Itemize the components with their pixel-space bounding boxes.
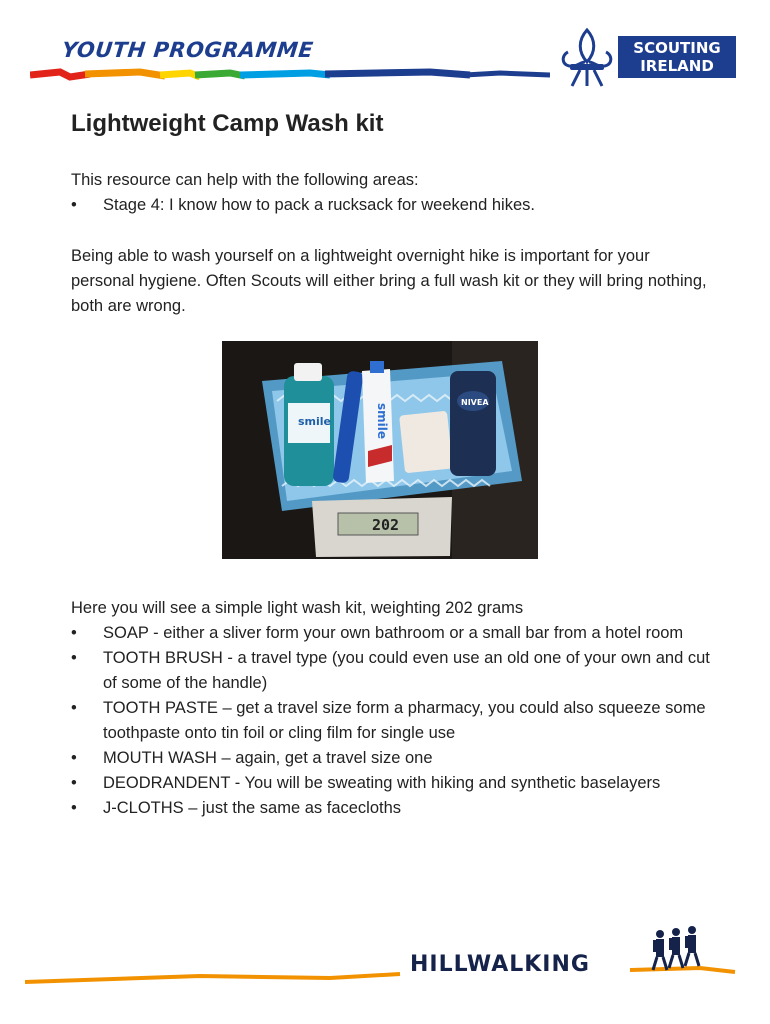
logo-line-scouting: SCOUTING <box>633 39 721 57</box>
intro-section <box>71 168 711 218</box>
kit-item-text: MOUTH WASH – again, get a travel size one <box>103 749 433 767</box>
hillwalking-label: HILLWALKING <box>410 952 590 977</box>
bullet-char: • <box>71 774 77 792</box>
fleur-de-lis-icon <box>558 26 616 90</box>
bullet-char: • <box>71 699 77 717</box>
kit-item-text: TOOTH PASTE – get a travel size form a pharmacy, you could also squeeze some toothpaste onto tin foil or cling film for single use <box>103 699 706 742</box>
stage-item-text: Stage 4: I know how to pack a rucksack for weekend hikes. <box>103 196 535 214</box>
bullet-char: • <box>71 749 77 767</box>
wash-kit-photo <box>222 341 538 559</box>
color-stripe <box>30 66 550 82</box>
bullet-char: • <box>71 624 77 642</box>
logo-line-ireland: IRELAND <box>640 57 714 75</box>
list-item <box>71 796 711 821</box>
list-item <box>71 193 711 218</box>
youth-programme-title: YOUTH PROGRAMME <box>60 38 315 62</box>
bullet-char: • <box>71 196 77 214</box>
mouthwash-label: smile <box>298 415 332 428</box>
scouting-ireland-logo <box>558 26 748 90</box>
list-item <box>71 771 711 796</box>
list-item <box>71 746 711 771</box>
hikers-icon <box>653 926 699 970</box>
kit-item-text: SOAP - either a sliver form your own bathroom or a small bar from a hotel room <box>103 624 684 642</box>
list-item <box>71 646 711 696</box>
scouting-ireland-wordmark <box>618 36 736 78</box>
deodorant-label: NIVEA <box>461 398 489 407</box>
bullet-char: • <box>71 799 77 817</box>
kit-item-text: DEODRANDENT - You will be sweating with hiking and synthetic baselayers <box>103 774 661 792</box>
kit-list-section <box>71 596 711 821</box>
kit-item-text: TOOTH BRUSH - a travel type (you could even use an old one of your own and cut of some of the handle) <box>103 649 710 692</box>
list-item <box>71 621 711 646</box>
kit-list-heading: Here you will see a simple light wash kit, weighting 202 grams <box>71 599 524 617</box>
hygiene-paragraph: Being able to wash yourself on a lightweight overnight hike is important for your personal hygiene. Often Scouts will either bring a full wash kit or they will bring nothing, both are wrong. <box>71 247 707 315</box>
toothpaste-label: smile <box>375 403 389 440</box>
bullet-char: • <box>71 649 77 667</box>
page-title: Lightweight Camp Wash kit <box>71 110 384 137</box>
kit-item-text: J-CLOTHS – just the same as facecloths <box>103 799 402 817</box>
footer-line <box>0 920 770 1010</box>
scale-reading: 202 <box>372 516 400 534</box>
list-item <box>71 696 711 746</box>
page-footer <box>0 920 770 1010</box>
intro-line: This resource can help with the following areas: <box>71 171 419 189</box>
page-header <box>0 0 770 100</box>
